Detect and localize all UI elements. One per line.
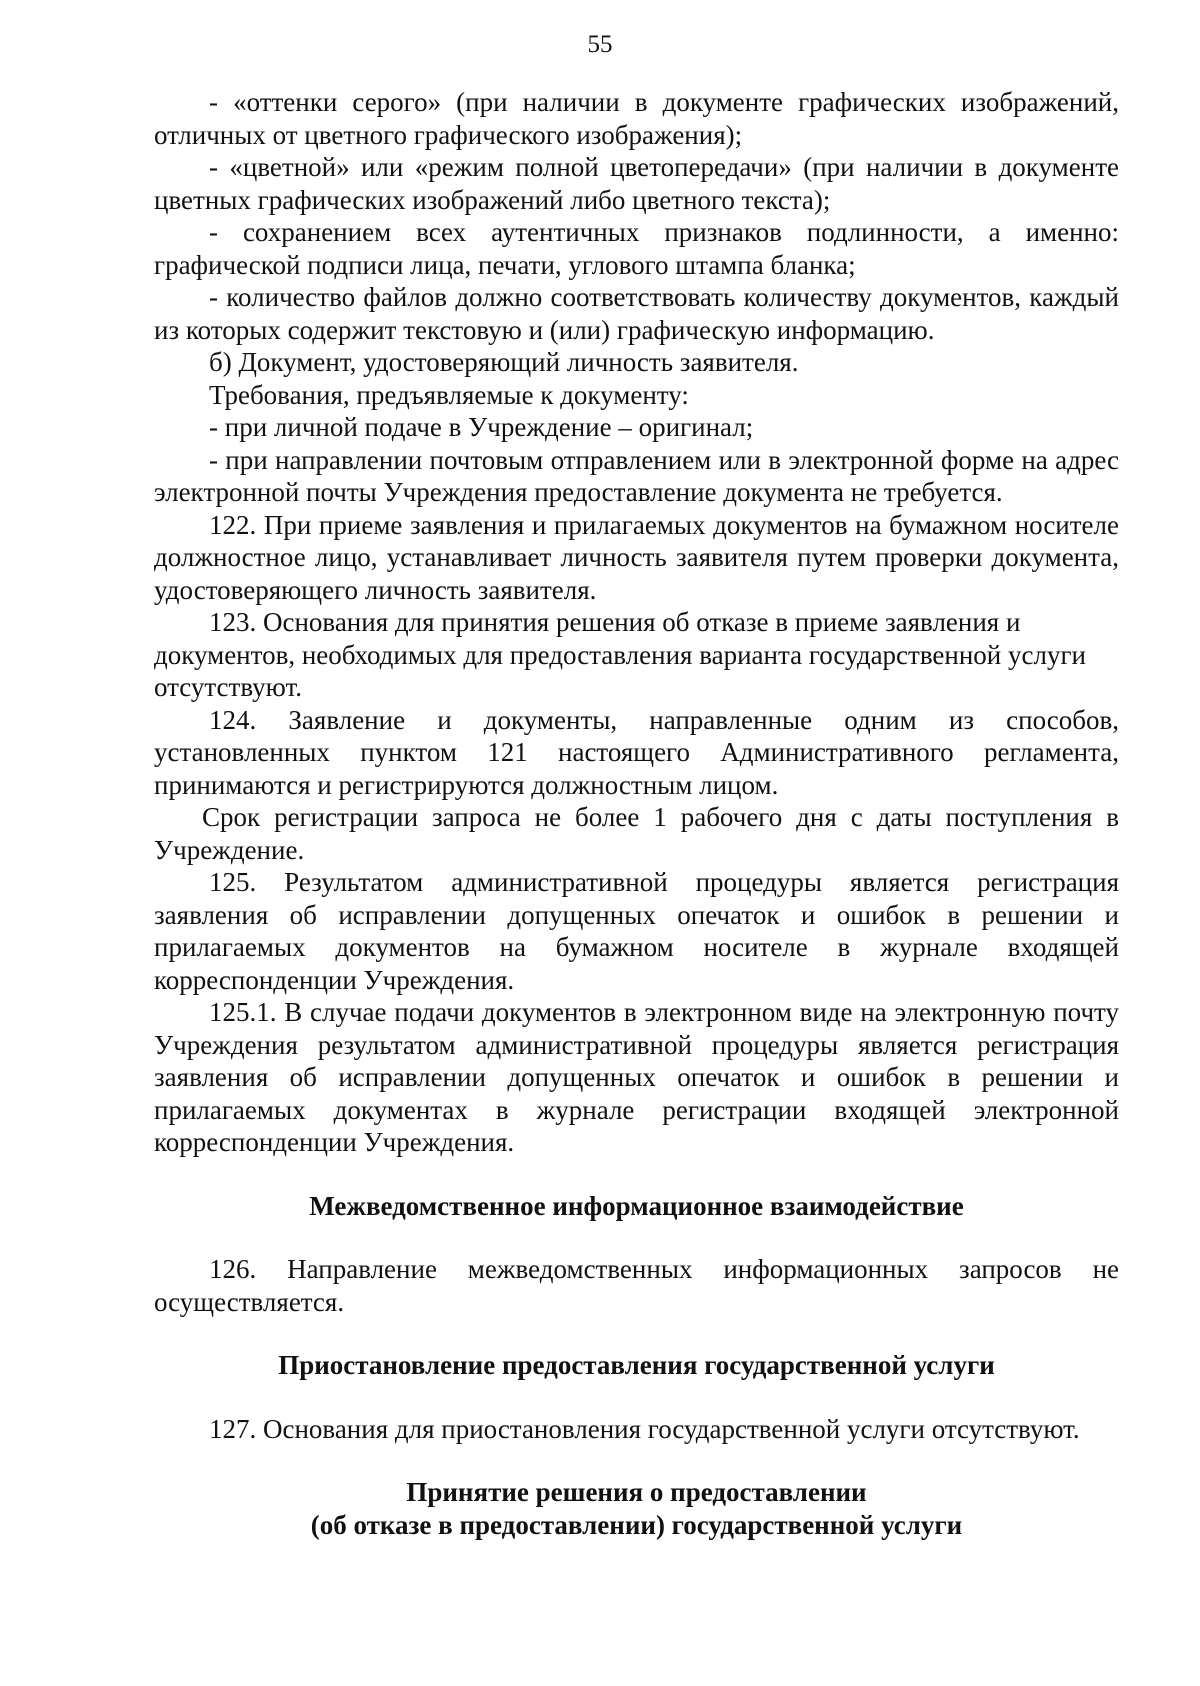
page-number: 55 (587, 31, 613, 58)
paragraph-requirements: Требования, предъявляемые к документу: (209, 379, 689, 410)
paragraph-123: 123. Основания для принятия решения об отказе в приеме заявления и документов, необходимых для предоставления варианта государственной услуги отсутствуют. (154, 607, 1086, 702)
paragraph-personal-submission: - при личной подаче в Учреждение – оригинал; (209, 412, 754, 442)
document-body (154, 86, 1119, 1541)
paragraph-126: 126. Направление межведомственных информационных запросов не осуществляется. (154, 1254, 1119, 1317)
heading-decision-line-1: Принятие решения о предоставлении (406, 1477, 867, 1507)
heading-service-suspension: Приостановление предоставления государственной услуги (278, 1350, 995, 1380)
paragraph-registration-term: Срок регистрации запроса не более 1 рабочего дня с даты поступления в Учреждение. (154, 802, 1119, 865)
paragraph-125-1: 125.1. В случае подачи документов в электронном виде на электронную почту Учреждения результатом административной процедуры является регистрация заявления об исправлении допущенных опечаток и ошибок в решении и прилагаемых документах в журнале регистрации входящей электронной корреспонденции Учреждения. (154, 997, 1119, 1157)
paragraph-file-count: - количество файлов должно соответствовать количеству документов, каждый из которых содержит текстовую и (или) графическую информацию. (154, 282, 1119, 345)
paragraph-grayscale-mode: - «оттенки серого» (при наличии в документе графических изображений, отличных от цветного графического изображения); (154, 87, 1119, 150)
paragraph-125: 125. Результатом административной процедуры является регистрация заявления об исправлении допущенных опечаток и ошибок в решении и прилагаемых документов на бумажном носителе в журнале входящей корреспонденции Учреждения. (154, 867, 1119, 995)
heading-interagency-interaction: Межведомственное информационное взаимодействие (309, 1190, 964, 1221)
heading-decision-line-2: (об отказе в предоставлении) государственной услуги (310, 1509, 963, 1540)
paragraph-postal-submission: - при направлении почтовым отправлением или в электронной форме на адрес электронной почты Учреждения предоставление документа не требуется. (154, 444, 1119, 507)
paragraph-124: 124. Заявление и документы, направленные одним из способов, установленных пунктом 121 настоящего Административного регламента, принимаются и регистрируются должностным лицом. (154, 704, 1119, 800)
paragraph-authenticity: - сохранением всех аутентичных признаков подлинности, а именно: графической подписи лица, печати, углового штампа бланка; (154, 217, 1119, 280)
paragraph-identity-document: б) Документ, удостоверяющий личность заявителя. (209, 347, 799, 377)
paragraph-127: 127. Основания для приостановления государственной услуги отсутствуют. (209, 1413, 1080, 1444)
paragraph-122: 122. При приеме заявления и прилагаемых документов на бумажном носителе должностное лицо, устанавливает личность заявителя путем проверки документа, удостоверяющего личность заявителя. (154, 509, 1119, 605)
paragraph-color-mode: - «цветной» или «режим полной цветопередачи» (при наличии в документе цветных графических изображений либо цветного текста); (154, 152, 1119, 215)
